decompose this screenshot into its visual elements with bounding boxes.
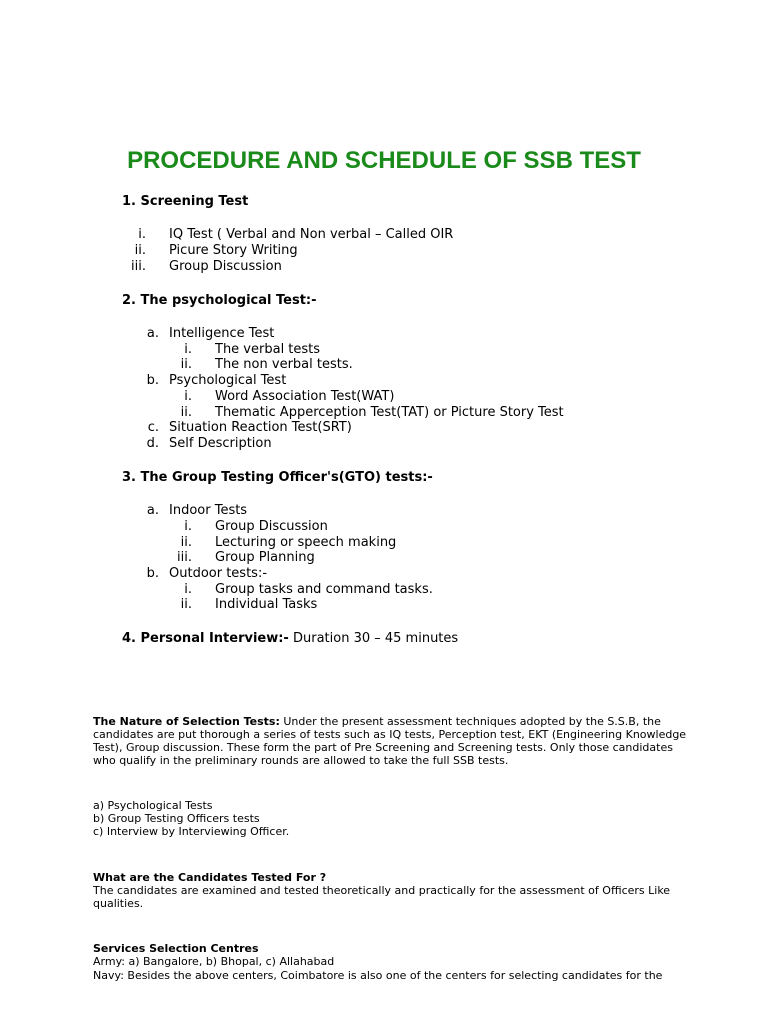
list-marker: ii. [180,405,192,420]
list-item: b) Group Testing Officers tests [93,812,260,825]
list-item-text: Word Association Test(WAT) [215,389,395,404]
tested-text: The candidates are examined and tested theoretically and practically for the assessment of Officers Like qualities. [93,884,671,910]
list-item-text: Self Description [169,436,272,451]
list-marker: a. [146,503,159,518]
list-item: c) Interview by Interviewing Officer. [93,825,290,838]
list-marker: d. [146,436,159,451]
nature-label: The Nature of Selection Tests: [93,715,280,728]
list-item-text: Lecturing or speech making [215,535,397,550]
list-item-text: Picure Story Writing [169,243,298,258]
list-item-text: Outdoor tests:- [169,566,268,581]
list-marker: i. [138,227,146,242]
list-item-text: Individual Tasks [215,597,318,612]
section-3-heading: 3. The Group Testing Officer's(GTO) tests:- [122,470,433,485]
list-marker: i. [184,519,192,534]
list-item-text: The non verbal tests. [215,357,353,372]
list-item-text: Indoor Tests [169,503,248,518]
nature-paragraph [93,715,693,767]
list-item-text: IQ Test ( Verbal and Non verbal – Called OIR [169,227,454,242]
list-marker: i. [184,389,192,404]
tested-heading: What are the Candidates Tested For ? [93,871,327,884]
list-marker: ii. [180,597,192,612]
nature-text: Under the present assessment techniques adopted by the S.S.B, the candidates are put thorough a series of tests such as IQ tests, Perception test, EKT (Engineering Knowledge Test), Group discussion. These form the part of Pre Screening and Screening tests. Only those candidates who qualify in the preliminary rounds are allowed to take the full SSB tests. [93,715,687,767]
list-marker: b. [146,566,159,581]
list-marker: c. [147,420,159,435]
list-item-text: Group Discussion [215,519,328,534]
list-item-text: Thematic Apperception Test(TAT) or Picture Story Test [215,405,564,420]
list-marker: iii. [177,550,192,565]
list-item-text: Group Planning [215,550,315,565]
list-marker: b. [146,373,159,388]
list-item-text: Situation Reaction Test(SRT) [169,420,352,435]
list-marker: i. [184,582,192,597]
centres-army: Army: a) Bangalore, b) Bhopal, c) Allahabad [93,955,335,968]
section-1-heading: 1. Screening Test [122,194,249,209]
list-marker: a. [146,326,159,341]
list-item-text: Intelligence Test [169,326,275,341]
list-marker: ii. [180,357,192,372]
centres-heading: Services Selection Centres [93,942,259,955]
list-item: a) Psychological Tests [93,799,213,812]
list-item-text: Psychological Test [169,373,287,388]
section-2-heading: 2. The psychological Test:- [122,293,317,308]
list-item-text: Group Discussion [169,259,282,274]
page-title: PROCEDURE AND SCHEDULE OF SSB TEST [127,147,641,174]
list-marker: i. [184,342,192,357]
section-4-title: 4. Personal Interview:- [122,631,289,646]
list-item-text: Group tasks and command tasks. [215,582,433,597]
section-4-heading [122,631,458,646]
list-marker: iii. [131,259,146,274]
list-marker: ii. [180,535,192,550]
section-4-detail: Duration 30 – 45 minutes [288,631,459,646]
list-marker: ii. [134,243,146,258]
centres-navy: Navy: Besides the above centers, Coimbatore is also one of the centers for selecting candidates for the [93,969,663,982]
list-item-text: The verbal tests [215,342,321,357]
